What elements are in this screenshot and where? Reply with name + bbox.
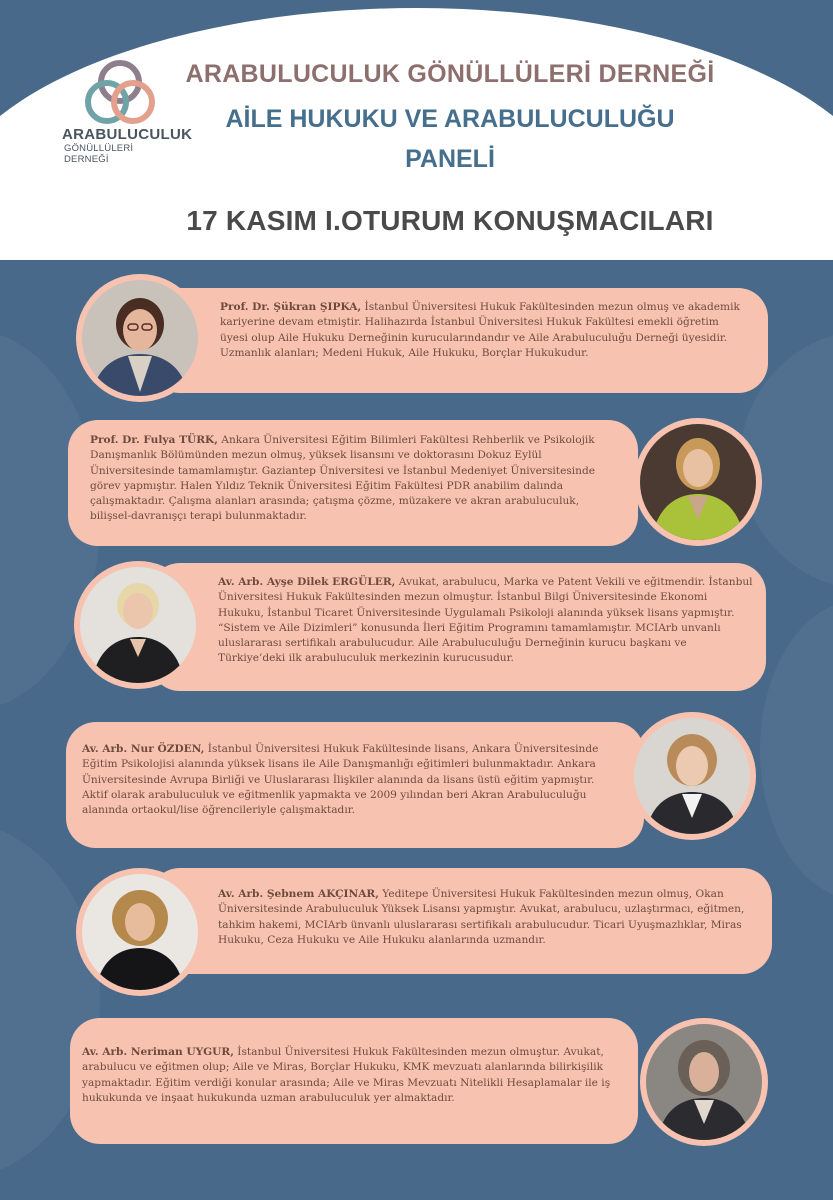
speaker-name: Av. Arb. Şebnem AKÇINAR,	[218, 888, 379, 900]
speaker-card	[66, 722, 644, 848]
speaker-portrait	[80, 567, 196, 683]
speaker-bio: İstanbul Üniversitesi Hukuk Fakültesinden mezun olmuştur. Avukat, arabulucu ve eğitmen olup; Aile ve Miras, Borçlar Hukuku, KMK mevzuatı alanlarında bilirkişilik yapmaktadır. Eğitim verdiği konular arasında; Aile ve Miras Mevzuatı Nitelikli Hesaplamalar ile iş hukukunda ve inşaat hukukunda uzman arabuluculuk yer almaktadır.	[82, 1046, 611, 1104]
speaker-bio: Ankara Üniversitesi Eğitim Bilimleri Fakültesi Rehberlik ve Psikolojik Danışmanlık Bölümünden mezun olmuş, yüksek lisansını ve doktorasını Dokuz Eylül Üniversitesinde tamamlamıştır. Gaziantep Üniversitesi ve İstanbul Medeniyet Üniversitesinde görev yapmıştır. Halen Yıldız Teknik Üniversitesi Eğitim Fakültesi PDR anabilim dalında çalışmaktadır. Çalışma alanları arasında; çatışma çözme, müzakere ve akran arabuluculuk, bilişsel-davranışçı terapi bulunmaktadır.	[90, 434, 596, 523]
speaker-card	[150, 563, 766, 691]
speaker-portrait	[640, 424, 756, 540]
panel-title-line-2: PANELİ	[405, 145, 495, 173]
speaker-card	[70, 1018, 638, 1144]
speaker-card	[150, 868, 772, 974]
header	[0, 0, 833, 260]
speaker-photo	[74, 561, 202, 689]
logo-knot-icon	[80, 58, 160, 126]
speaker-photo	[634, 418, 762, 546]
speaker-name: Av. Arb. Neriman UYGUR,	[82, 1046, 234, 1058]
speaker-bio: İstanbul Üniversitesi Hukuk Fakültesinden mezun olmuş ve akademik kariyerine devam etmiştir. Halihazırda İstanbul Üniversitesi Hukuk Fakültesi emekli öğretim üyesi olup Aile Hukuku Derneğinin kurucularındandır ve Aile Arabuluculuğu Derneği üyesidir. Uzmanlık alanları; Medeni Hukuk, Aile Hukuku, Borçlar Hukukudur.	[220, 301, 740, 359]
speaker-bio: Yeditepe Üniversitesi Hukuk Fakültesinden mezun olmuş, Okan Üniversitesinde Arabuluculuk Yüksek Lisansı yapmıştır. Avukat, arabulucu, uzlaştırmacı, eğitmen, tahkim hakemi, MCIArb ünvanlı uluslararası sertifikalı arabulucudur. Ticari Uyuşmazlıklar, Miras Hukuku, Ceza Hukuku ve Aile Hukuku alanlarında uzmandır.	[218, 888, 745, 946]
panel-title	[150, 99, 750, 179]
speaker-portrait	[634, 718, 750, 834]
speaker-name: Prof. Dr. Fulya TÜRK,	[90, 434, 218, 446]
logo-subtitle: GÖNÜLLÜLERİ DERNEĞİ	[64, 143, 134, 165]
speaker-portrait	[82, 874, 198, 990]
speaker-name: Av. Arb. Ayşe Dilek ERGÜLER,	[218, 576, 396, 588]
session-title: 17 KASIM I.OTURUM KONUŞMACILARI	[186, 205, 714, 236]
organization-title: ARABULUCULUK GÖNÜLLÜLERİ DERNEĞİ	[185, 60, 715, 88]
speaker-name: Av. Arb. Nur ÖZDEN,	[82, 743, 205, 755]
speaker-card	[68, 420, 638, 546]
speaker-photo	[640, 1018, 768, 1146]
speaker-photo	[628, 712, 756, 840]
logo-name: ARABULUCULUK	[62, 126, 193, 143]
panel-title-line-1: AİLE HUKUKU VE ARABULUCULUĞU	[225, 105, 675, 133]
speaker-photo	[76, 868, 204, 996]
background-shape	[760, 600, 833, 900]
speaker-name: Prof. Dr. Şükran ŞIPKA,	[220, 301, 362, 313]
speaker-bio: Avukat, arabulucu, Marka ve Patent Vekili ve eğitmendir. İstanbul Üniversitesi Hukuk Fakültesinden mezun olmuştur. İstanbul Bilgi Üniversitesinde Ekonomi Hukuku, İstanbul Ticaret Üniversitesinde Uygulamalı Psikoloji alanında yüksek lisans yapmıştır. “Sistem ve Aile Dizimleri” konusunda İleri Eğitim Programını tamamlamıştır. MCIArb unvanlı uluslararası sertifikalı arabulucudur. Aile Arabuluculuğu Derneğinin kurucu başkanı ve Türkiye’deki ilk arabuluculuk merkezinin kurucusudur.	[218, 576, 753, 665]
speaker-card	[150, 288, 768, 393]
speaker-bio: İstanbul Üniversitesi Hukuk Fakültesinde lisans, Ankara Üniversitesinde Eğitim Psikolojisi alanında yüksek lisans ile Aile Danışmanlığı eğitimleri bulunmaktadır. Ankara Üniversitesinde Avrupa Birliği ve Uluslararası İlişkiler alanında da lisans üstü eğitim yapmıştır. Aktif olarak arabuluculuk ve eğitmenlik yapmakta ve 2009 yılından beri Akran Arabuluculuğu alanında ortaokul/lise öğrencileriyle çalışmaktadır.	[82, 743, 599, 817]
speaker-photo	[76, 274, 204, 402]
speaker-portrait	[82, 280, 198, 396]
speaker-portrait	[646, 1024, 762, 1140]
